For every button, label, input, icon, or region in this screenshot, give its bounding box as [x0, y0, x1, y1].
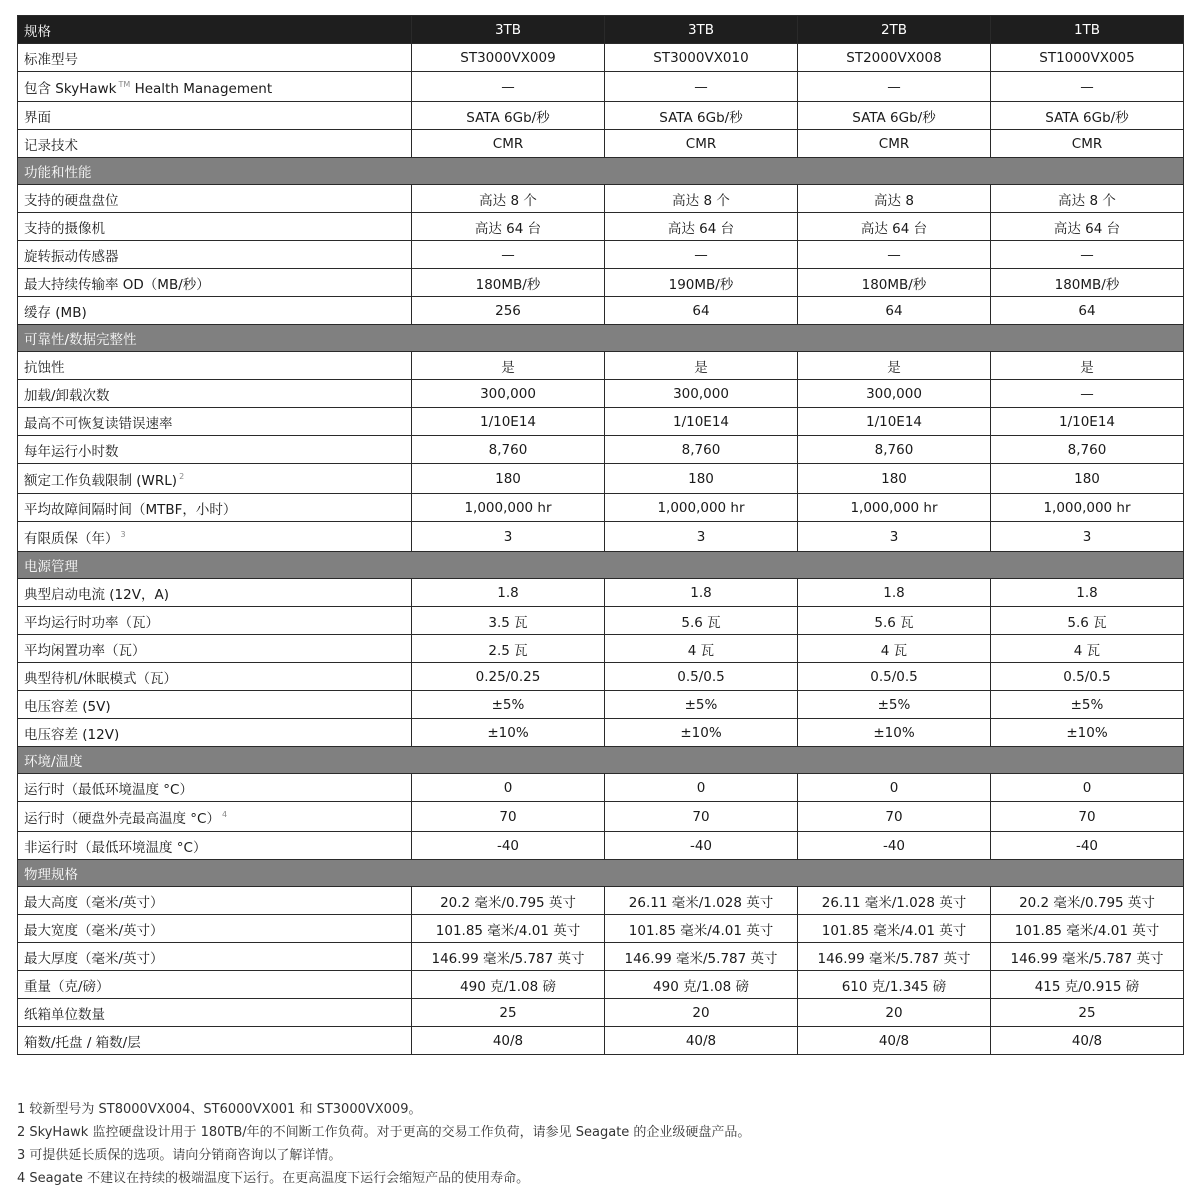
value-cell: 101.85 毫米/4.01 英寸	[605, 915, 798, 943]
value-cell: 70	[991, 802, 1184, 832]
section-header-row	[18, 552, 1184, 579]
table-row	[18, 102, 1184, 130]
row-label: 有限质保（年）	[24, 530, 119, 547]
value-cell: 8,760	[605, 436, 798, 464]
value-cell: 26.11 毫米/1.028 英寸	[798, 887, 991, 915]
row-label-cell	[18, 102, 412, 130]
row-label: 非运行时（最低环境温度 °C）	[24, 839, 207, 856]
table-row	[18, 579, 1184, 607]
value-cell: —	[412, 72, 605, 102]
value-cell: —	[798, 241, 991, 269]
value-cell: 高达 8 个	[605, 185, 798, 213]
row-label-cell	[18, 464, 412, 494]
header-capacity-4: 1TB	[991, 16, 1184, 44]
footnote-marker: 4	[221, 809, 228, 819]
row-label-cell	[18, 774, 412, 802]
value-cell: 3	[991, 522, 1184, 552]
row-label-cell	[18, 241, 412, 269]
value-cell: 25	[412, 999, 605, 1027]
value-cell: ±5%	[991, 691, 1184, 719]
value-cell: CMR	[412, 130, 605, 158]
value-cell: 高达 8	[798, 185, 991, 213]
value-cell: 64	[605, 297, 798, 325]
value-cell: —	[605, 72, 798, 102]
value-cell: 8,760	[991, 436, 1184, 464]
value-cell: 40/8	[798, 1027, 991, 1055]
footnote-1: 1 较新型号为 ST8000VX004、ST6000VX001 和 ST3000VX009。	[17, 1102, 422, 1117]
value-cell: 高达 64 台	[412, 213, 605, 241]
value-cell: 70	[605, 802, 798, 832]
row-label-cell	[18, 380, 412, 408]
value-cell: 1/10E14	[605, 408, 798, 436]
row-label-cell	[18, 522, 412, 552]
value-cell: 146.99 毫米/5.787 英寸	[605, 943, 798, 971]
table-row	[18, 887, 1184, 915]
row-label: 电压容差 (12V)	[24, 726, 120, 743]
value-cell: ±10%	[605, 719, 798, 747]
value-cell: 1,000,000 hr	[605, 494, 798, 522]
value-cell: 300,000	[412, 380, 605, 408]
header-capacity-3: 2TB	[798, 16, 991, 44]
value-cell: ±5%	[605, 691, 798, 719]
value-cell: 1.8	[412, 579, 605, 607]
table-row	[18, 691, 1184, 719]
value-cell: 0.25/0.25	[412, 663, 605, 691]
value-cell: —	[605, 241, 798, 269]
row-label-cell	[18, 213, 412, 241]
value-cell: 146.99 毫米/5.787 英寸	[798, 943, 991, 971]
row-label: 最高不可恢复读错误速率	[24, 415, 173, 432]
section-header-row	[18, 158, 1184, 185]
value-cell: 1.8	[991, 579, 1184, 607]
value-cell: 0	[991, 774, 1184, 802]
row-label: 重量（克/磅）	[24, 978, 110, 995]
table-row	[18, 241, 1184, 269]
row-label-cell	[18, 579, 412, 607]
section-title: 功能和性能	[18, 158, 1184, 185]
row-label: 抗蚀性	[24, 359, 65, 376]
value-cell: 是	[798, 352, 991, 380]
footnote-4: 4 Seagate 不建议在持续的极端温度下运行。在更高温度下运行会缩短产品的使用寿命。	[17, 1171, 530, 1186]
row-label-suffix: Health Management	[130, 80, 273, 97]
value-cell: ST2000VX008	[798, 44, 991, 72]
row-label-cell	[18, 832, 412, 860]
table-row	[18, 213, 1184, 241]
value-cell: 4 瓦	[991, 635, 1184, 663]
row-label-cell	[18, 719, 412, 747]
row-label-cell	[18, 1027, 412, 1055]
table-row	[18, 999, 1184, 1027]
row-label-cell	[18, 494, 412, 522]
value-cell: 180MB/秒	[798, 269, 991, 297]
row-label: 支持的硬盘盘位	[24, 192, 119, 209]
value-cell: 490 克/1.08 磅	[412, 971, 605, 999]
value-cell: 256	[412, 297, 605, 325]
value-cell: ST3000VX010	[605, 44, 798, 72]
value-cell: 300,000	[605, 380, 798, 408]
table-row	[18, 352, 1184, 380]
value-cell: —	[991, 380, 1184, 408]
row-label: 最大厚度（毫米/英寸）	[24, 950, 164, 967]
value-cell: 3.5 瓦	[412, 607, 605, 635]
table-row	[18, 408, 1184, 436]
value-cell: 180	[605, 464, 798, 494]
footnote-3: 3 可提供延长质保的选项。请向分销商咨询以了解详情。	[17, 1148, 342, 1163]
value-cell: 是	[605, 352, 798, 380]
value-cell: 101.85 毫米/4.01 英寸	[798, 915, 991, 943]
table-row	[18, 915, 1184, 943]
value-cell: 180	[991, 464, 1184, 494]
value-cell: ST1000VX005	[991, 44, 1184, 72]
row-label-cell	[18, 352, 412, 380]
value-cell: SATA 6Gb/秒	[798, 102, 991, 130]
value-cell: 1,000,000 hr	[798, 494, 991, 522]
row-label: 电压容差 (5V)	[24, 698, 111, 715]
value-cell: 40/8	[991, 1027, 1184, 1055]
table-row	[18, 436, 1184, 464]
table-row	[18, 72, 1184, 102]
row-label: 平均运行时功率（瓦）	[24, 614, 159, 631]
table-row	[18, 494, 1184, 522]
value-cell: ±5%	[798, 691, 991, 719]
row-label-cell	[18, 44, 412, 72]
value-cell: ±5%	[412, 691, 605, 719]
row-label: 标准型号	[24, 51, 78, 68]
header-capacity-1: 3TB	[412, 16, 605, 44]
value-cell: 5.6 瓦	[605, 607, 798, 635]
section-title: 环境/温度	[18, 747, 1184, 774]
value-cell: —	[798, 72, 991, 102]
footnote-2: 2 SkyHawk 监控硬盘设计用于 180TB/年的不间断工作负荷。对于更高的交易工作负荷，请参见 Seagate 的企业级硬盘产品。	[17, 1125, 751, 1140]
value-cell: 26.11 毫米/1.028 英寸	[605, 887, 798, 915]
value-cell: —	[412, 241, 605, 269]
row-label: 加载/卸载次数	[24, 387, 110, 404]
value-cell: 高达 64 台	[605, 213, 798, 241]
value-cell: -40	[798, 832, 991, 860]
value-cell: 0	[798, 774, 991, 802]
value-cell: 20.2 毫米/0.795 英寸	[412, 887, 605, 915]
value-cell: 490 克/1.08 磅	[605, 971, 798, 999]
row-label-cell	[18, 887, 412, 915]
table-row	[18, 802, 1184, 832]
table-row	[18, 719, 1184, 747]
spec-table	[17, 15, 1184, 1055]
row-label: 旋转振动传感器	[24, 248, 119, 265]
value-cell: 高达 64 台	[798, 213, 991, 241]
value-cell: 180	[412, 464, 605, 494]
table-header-row	[18, 16, 1184, 44]
footnotes	[17, 1098, 1183, 1190]
row-label: 纸箱单位数量	[24, 1006, 105, 1023]
value-cell: 180	[798, 464, 991, 494]
value-cell: 5.6 瓦	[991, 607, 1184, 635]
table-row	[18, 832, 1184, 860]
table-row	[18, 635, 1184, 663]
table-row	[18, 44, 1184, 72]
section-title: 电源管理	[18, 552, 1184, 579]
value-cell: 101.85 毫米/4.01 英寸	[412, 915, 605, 943]
row-label: 最大宽度（毫米/英寸）	[24, 922, 164, 939]
row-label: 额定工作负载限制 (WRL)	[24, 472, 178, 489]
row-label-cell	[18, 999, 412, 1027]
value-cell: 0	[412, 774, 605, 802]
section-header-row	[18, 747, 1184, 774]
row-label-cell	[18, 607, 412, 635]
row-label-cell	[18, 663, 412, 691]
value-cell: 25	[991, 999, 1184, 1027]
value-cell: 1/10E14	[991, 408, 1184, 436]
table-row	[18, 297, 1184, 325]
value-cell: 2.5 瓦	[412, 635, 605, 663]
footnote-marker: 2	[179, 471, 185, 481]
value-cell: 3	[798, 522, 991, 552]
value-cell: SATA 6Gb/秒	[991, 102, 1184, 130]
table-row	[18, 130, 1184, 158]
row-label-cell	[18, 915, 412, 943]
value-cell: 415 克/0.915 磅	[991, 971, 1184, 999]
row-label: 典型待机/休眠模式（瓦）	[24, 670, 178, 687]
row-label: 运行时（硬盘外壳最高温度 °C）	[24, 810, 220, 827]
row-label: 缓存 (MB)	[24, 304, 87, 321]
value-cell: 是	[412, 352, 605, 380]
value-cell: 高达 8 个	[412, 185, 605, 213]
table-row	[18, 380, 1184, 408]
value-cell: 40/8	[605, 1027, 798, 1055]
row-label-cell	[18, 269, 412, 297]
table-row	[18, 464, 1184, 494]
value-cell: 0.5/0.5	[798, 663, 991, 691]
table-row	[18, 185, 1184, 213]
row-label: 支持的摄像机	[24, 220, 105, 237]
value-cell: ±10%	[412, 719, 605, 747]
row-label-cell	[18, 297, 412, 325]
value-cell: 190MB/秒	[605, 269, 798, 297]
table-row	[18, 663, 1184, 691]
value-cell: SATA 6Gb/秒	[605, 102, 798, 130]
value-cell: 101.85 毫米/4.01 英寸	[991, 915, 1184, 943]
value-cell: 64	[798, 297, 991, 325]
row-label-cell	[18, 691, 412, 719]
value-cell: 20	[605, 999, 798, 1027]
value-cell: 1,000,000 hr	[991, 494, 1184, 522]
row-label: 典型启动电流 (12V，A)	[24, 586, 169, 603]
value-cell: -40	[605, 832, 798, 860]
section-header-row	[18, 860, 1184, 887]
value-cell: 4 瓦	[798, 635, 991, 663]
row-label-cell	[18, 635, 412, 663]
table-row	[18, 1027, 1184, 1055]
value-cell: 4 瓦	[605, 635, 798, 663]
value-cell: 70	[412, 802, 605, 832]
value-cell: CMR	[798, 130, 991, 158]
table-row	[18, 774, 1184, 802]
value-cell: ST3000VX009	[412, 44, 605, 72]
value-cell: 8,760	[798, 436, 991, 464]
row-label-cell	[18, 185, 412, 213]
value-cell: 5.6 瓦	[798, 607, 991, 635]
row-label-cell	[18, 943, 412, 971]
value-cell: 1.8	[798, 579, 991, 607]
footnote-marker: 3	[120, 529, 126, 539]
header-spec-label: 规格	[18, 16, 412, 44]
value-cell: -40	[991, 832, 1184, 860]
section-header-row	[18, 325, 1184, 352]
value-cell: 610 克/1.345 磅	[798, 971, 991, 999]
value-cell: 146.99 毫米/5.787 英寸	[991, 943, 1184, 971]
value-cell: 高达 64 台	[991, 213, 1184, 241]
row-label: 运行时（最低环境温度 °C）	[24, 781, 193, 798]
row-label: 最大高度（毫米/英寸）	[24, 894, 164, 911]
value-cell: —	[991, 241, 1184, 269]
value-cell: 40/8	[412, 1027, 605, 1055]
value-cell: 是	[991, 352, 1184, 380]
row-label: 最大持续传输率 OD（MB/秒）	[24, 276, 210, 293]
value-cell: 0.5/0.5	[605, 663, 798, 691]
row-label: 平均闲置功率（瓦）	[24, 642, 146, 659]
row-label-cell	[18, 971, 412, 999]
value-cell: 0.5/0.5	[991, 663, 1184, 691]
value-cell: 146.99 毫米/5.787 英寸	[412, 943, 605, 971]
row-label: 包含 SkyHawk	[24, 80, 117, 97]
value-cell: 1,000,000 hr	[412, 494, 605, 522]
table-row	[18, 522, 1184, 552]
section-title: 可靠性/数据完整性	[18, 325, 1184, 352]
value-cell: 8,760	[412, 436, 605, 464]
section-title: 物理规格	[18, 860, 1184, 887]
value-cell: 20	[798, 999, 991, 1027]
value-cell: 20.2 毫米/0.795 英寸	[991, 887, 1184, 915]
value-cell: —	[991, 72, 1184, 102]
value-cell: 3	[605, 522, 798, 552]
value-cell: 1/10E14	[412, 408, 605, 436]
row-label-cell	[18, 436, 412, 464]
row-label-cell	[18, 130, 412, 158]
value-cell: 3	[412, 522, 605, 552]
value-cell: ±10%	[798, 719, 991, 747]
row-label-cell	[18, 802, 412, 832]
value-cell: 0	[605, 774, 798, 802]
value-cell: 64	[991, 297, 1184, 325]
row-label: 界面	[24, 109, 51, 126]
value-cell: 180MB/秒	[412, 269, 605, 297]
table-row	[18, 971, 1184, 999]
table-row	[18, 269, 1184, 297]
value-cell: CMR	[991, 130, 1184, 158]
row-label-cell	[18, 72, 412, 102]
header-capacity-2: 3TB	[605, 16, 798, 44]
row-label: 平均故障间隔时间（MTBF，小时）	[24, 501, 237, 518]
row-label: 每年运行小时数	[24, 443, 119, 460]
value-cell: 高达 8 个	[991, 185, 1184, 213]
table-row	[18, 607, 1184, 635]
row-label-cell	[18, 408, 412, 436]
value-cell: 300,000	[798, 380, 991, 408]
row-label: 记录技术	[24, 137, 78, 154]
value-cell: ±10%	[991, 719, 1184, 747]
value-cell: -40	[412, 832, 605, 860]
value-cell: 1/10E14	[798, 408, 991, 436]
value-cell: CMR	[605, 130, 798, 158]
footnote-marker: TM	[118, 79, 131, 89]
value-cell: 1.8	[605, 579, 798, 607]
row-label: 箱数/托盘 / 箱数/层	[24, 1034, 141, 1051]
value-cell: 180MB/秒	[991, 269, 1184, 297]
table-row	[18, 943, 1184, 971]
value-cell: 70	[798, 802, 991, 832]
value-cell: SATA 6Gb/秒	[412, 102, 605, 130]
